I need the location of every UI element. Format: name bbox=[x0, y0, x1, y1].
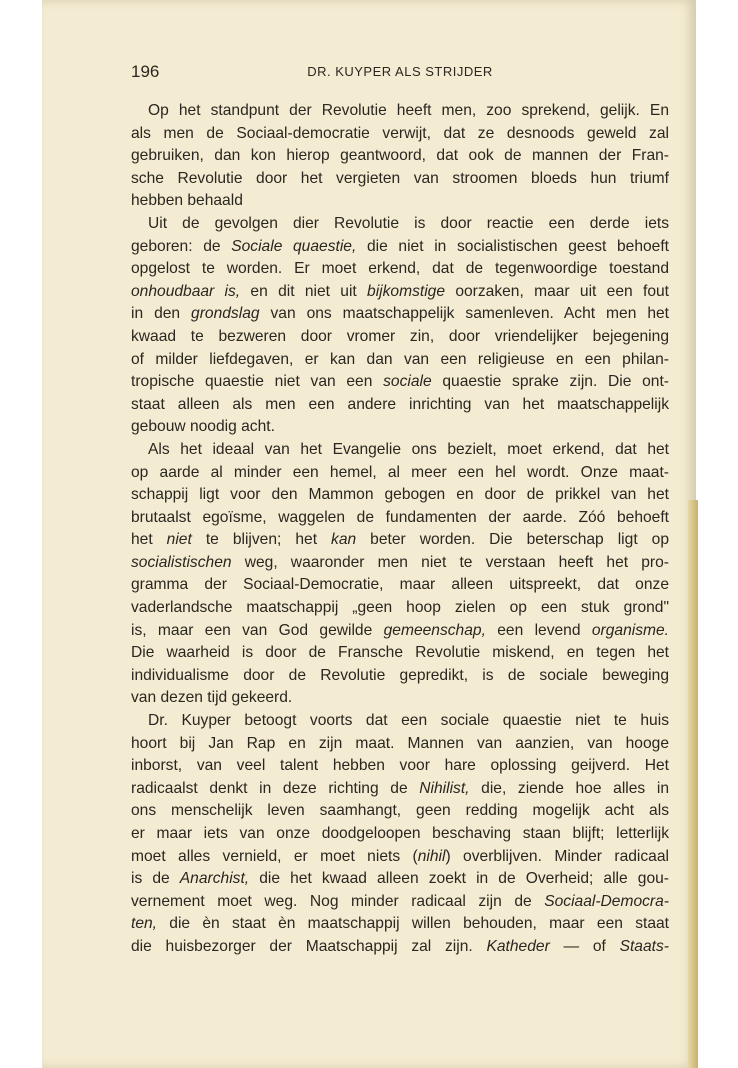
text-line bbox=[131, 936, 669, 959]
text-segment: die niet in socialistischen geest behoeft bbox=[356, 237, 670, 255]
text-segment: moet alles vernield, er moet niets ( bbox=[131, 847, 418, 865]
italic-text: gemeenschap, bbox=[383, 621, 486, 639]
page-edge bbox=[688, 500, 698, 1068]
italic-text: nihil bbox=[417, 847, 446, 865]
text-segment: is de bbox=[131, 870, 180, 888]
text-segment: te blijven; het bbox=[191, 531, 332, 549]
text-line bbox=[131, 394, 669, 417]
text-line bbox=[131, 642, 669, 665]
running-head: DR. KUYPER ALS STRIJDER bbox=[307, 64, 493, 79]
text-segment: staat alleen als men een andere inrichting van het maatschappelijk bbox=[131, 395, 669, 413]
italic-text: Katheder bbox=[486, 937, 550, 955]
text-line bbox=[131, 597, 669, 620]
text-line bbox=[131, 800, 669, 823]
text-segment: die huisbezorger der Maatschappij zal zijn. bbox=[131, 937, 487, 955]
text-line bbox=[131, 778, 669, 801]
text-segment: tropische quaestie niet van een bbox=[131, 373, 384, 391]
text-segment: op aarde al minder een hemel, al meer een hel wordt. Onze maat- bbox=[131, 463, 669, 481]
text-segment: weg, waaronder men niet te verstaan heeft het pro- bbox=[231, 553, 669, 571]
text-segment: gramma der Sociaal-Democratie, maar alleen uitspreekt, dat onze bbox=[131, 576, 669, 594]
text-line bbox=[131, 913, 669, 936]
text-segment: is, maar een van God gewilde bbox=[131, 621, 384, 639]
text-line bbox=[131, 574, 669, 597]
text-segment: Die waarheid is door de Fransche Revolutie miskend, en tegen het bbox=[131, 644, 669, 662]
text-line bbox=[131, 281, 669, 304]
italic-text: Staats- bbox=[619, 937, 669, 955]
text-segment: schappij ligt voor den Mammon gebogen en door de prikkel van het bbox=[131, 486, 669, 504]
text-segment: als men de Sociaal-democratie verwijt, dat ze desnoods geweld zal bbox=[131, 124, 669, 142]
body-text bbox=[131, 100, 669, 959]
text-segment: sche Revolutie door het vergieten van stroomen bloeds hun triumf bbox=[131, 169, 669, 187]
text-segment: individualisme door de Revolutie gepredikt, is de sociale beweging bbox=[131, 666, 669, 684]
text-line bbox=[131, 665, 669, 688]
text-segment: die het kwaad alleen zoekt in de Overheid; alle gou- bbox=[249, 870, 669, 888]
text-segment: vernement moet weg. Nog minder radicaal zijn de bbox=[131, 892, 545, 910]
italic-text: kan bbox=[331, 531, 357, 549]
text-segment: oorzaken, maar uit een fout bbox=[445, 282, 670, 300]
italic-text: Anarchist, bbox=[179, 870, 250, 888]
text-segment: die èn staat èn maatschappij willen behouden, maar een staat bbox=[157, 915, 669, 933]
text-segment: opgelost te worden. Er moet erkend, dat de tegenwoordige toestand bbox=[131, 260, 669, 278]
text-segment: hebben behaald bbox=[131, 192, 243, 210]
text-line bbox=[131, 868, 669, 891]
text-line bbox=[131, 416, 669, 439]
italic-text: Nihilist, bbox=[419, 779, 470, 797]
text-line bbox=[131, 168, 669, 191]
text-line bbox=[131, 258, 669, 281]
text-line bbox=[131, 733, 669, 756]
text-line bbox=[131, 145, 669, 168]
text-segment: in den bbox=[131, 305, 192, 323]
text-line bbox=[131, 190, 669, 213]
italic-text: bijkomstige bbox=[367, 282, 446, 300]
italic-text: sociale bbox=[383, 373, 432, 391]
text-line bbox=[131, 100, 669, 123]
text-segment: het bbox=[131, 531, 167, 549]
text-segment: — of bbox=[549, 937, 620, 955]
text-segment: quaestie sprake zijn. Die ont- bbox=[431, 373, 669, 391]
page-number: 196 bbox=[131, 62, 160, 81]
text-segment: die, ziende hoe alles in bbox=[469, 779, 669, 797]
text-segment: hoort bij Jan Rap en zijn maat. Mannen van aanzien, van hooge bbox=[131, 734, 669, 752]
text-line bbox=[131, 823, 669, 846]
text-line bbox=[131, 462, 669, 485]
text-line bbox=[131, 620, 669, 643]
italic-text: socialistischen bbox=[131, 553, 232, 571]
page-header bbox=[131, 62, 669, 84]
text-segment: van ons maatschappelijk samenleven. Acht men het bbox=[259, 305, 669, 323]
text-segment: radicaalst denkt in deze richting de bbox=[131, 779, 420, 797]
text-line bbox=[131, 507, 669, 530]
text-line bbox=[131, 123, 669, 146]
text-line bbox=[131, 236, 669, 259]
text-line bbox=[131, 213, 669, 236]
text-segment: gebruiken, dan kon hierop geantwoord, dat ook de mannen der Fran- bbox=[131, 147, 669, 165]
text-segment: er maar iets van onze doodgeloopen beschaving staan blijft; letterlijk bbox=[131, 825, 669, 842]
text-segment: beter worden. Die beterschap ligt op bbox=[356, 531, 669, 549]
text-line bbox=[131, 371, 669, 394]
text-line bbox=[131, 303, 669, 326]
italic-text: niet bbox=[166, 531, 192, 549]
text-segment: geboren: de bbox=[131, 237, 232, 255]
italic-text: grondslag bbox=[191, 305, 260, 323]
text-segment: brutaalst egoïsme, waggelen de fundamenten der aarde. Zóó behoeft bbox=[131, 508, 669, 526]
text-line bbox=[131, 326, 669, 349]
text-segment: en dit niet uit bbox=[240, 282, 368, 300]
text-segment: gebouw noodig acht. bbox=[131, 418, 275, 436]
text-segment: van dezen tijd gekeerd. bbox=[131, 689, 293, 707]
text-segment: een levend bbox=[485, 621, 592, 639]
text-segment: Als het ideaal van het Evangelie ons bezielt, moet erkend, dat het bbox=[148, 440, 669, 458]
text-line bbox=[131, 846, 669, 869]
italic-text: Sociale quaestie, bbox=[231, 237, 357, 255]
text-segment: Uit de gevolgen dier Revolutie is door reactie een derde iets bbox=[148, 214, 669, 232]
text-segment: of milder liefdegaven, er kan dan van een religieuse en een philan- bbox=[131, 350, 669, 368]
italic-text: onhoudbaar is, bbox=[131, 282, 241, 300]
text-segment: ) overblijven. Minder radicaal bbox=[445, 847, 669, 865]
text-line bbox=[131, 687, 669, 710]
text-line bbox=[131, 755, 669, 778]
text-segment: Op het standpunt der Revolutie heeft men, zoo sprekend, gelijk. En bbox=[148, 102, 669, 119]
text-segment: vaderlandsche maatschappij „geen hoop zielen op een stuk grond" bbox=[131, 599, 669, 617]
text-line bbox=[131, 552, 669, 575]
italic-text: Sociaal-Democra- bbox=[544, 892, 669, 910]
text-line bbox=[131, 529, 669, 552]
italic-text: organisme. bbox=[591, 621, 669, 639]
text-segment: Dr. Kuyper betoogt voorts dat een sociale quaestie niet te huis bbox=[148, 712, 669, 730]
text-line bbox=[131, 891, 669, 914]
text-segment: kwaad te bezweren door vromer zin, door vriendelijker bejegening bbox=[131, 327, 669, 345]
text-segment: inborst, van veel talent hebben voor hare oplossing geijverd. Het bbox=[131, 757, 669, 775]
italic-text: ten, bbox=[131, 915, 158, 933]
text-line bbox=[131, 710, 669, 733]
text-line bbox=[131, 484, 669, 507]
text-segment: ons menschelijk leven saamhangt, geen redding mogelijk acht als bbox=[131, 802, 669, 820]
text-line bbox=[131, 349, 669, 372]
text-line bbox=[131, 439, 669, 462]
